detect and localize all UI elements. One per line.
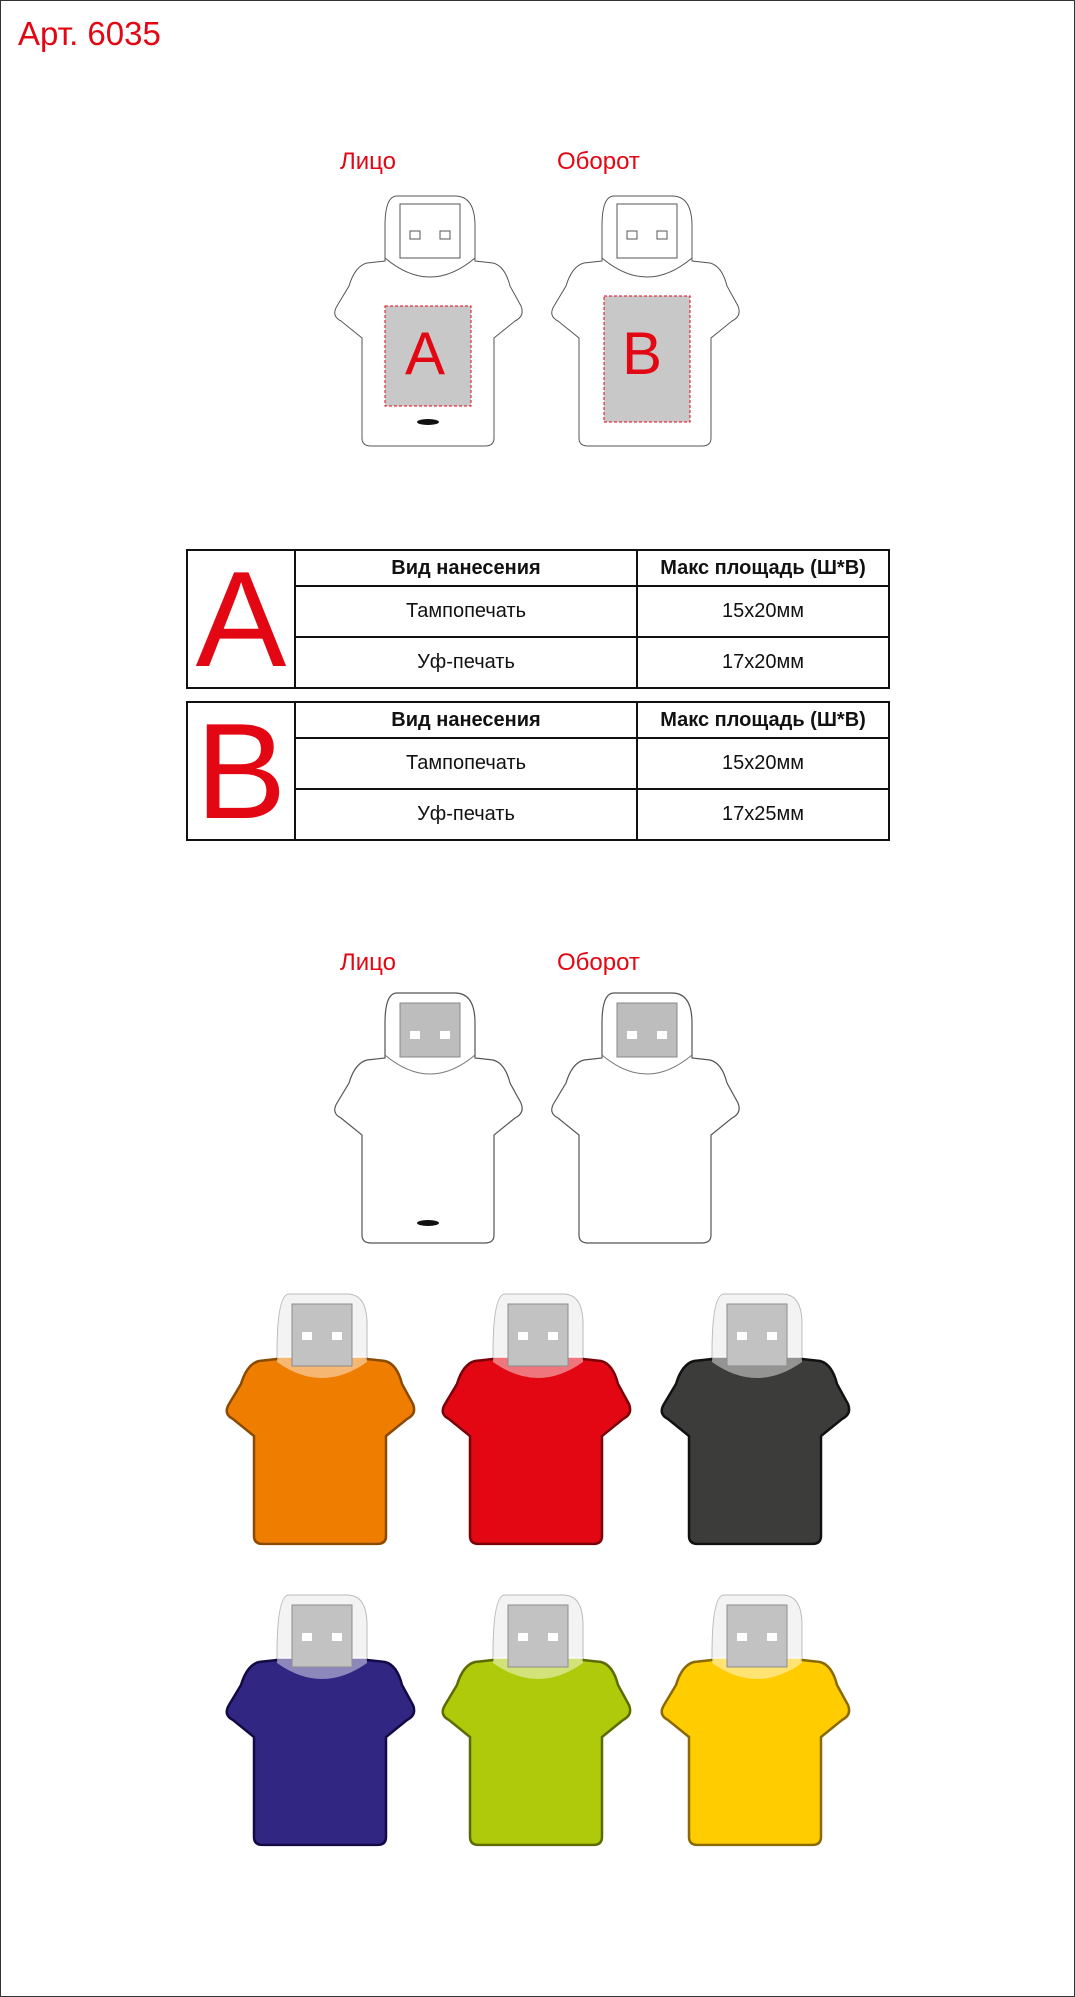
table-a-row2-area: 17x20мм — [637, 637, 889, 688]
white-front-drawing — [335, 993, 525, 1243]
usb-shirt-orange — [227, 1294, 417, 1544]
table-a-row1-method: Тампопечать — [295, 586, 637, 637]
table-b-letter: B — [187, 702, 295, 840]
table-b-row1-method: Тампопечать — [295, 738, 637, 789]
table-b-col-area: Макс площадь (Ш*В) — [637, 702, 889, 738]
usb-shirt-navy — [227, 1595, 417, 1845]
article-title: Арт. 6035 — [18, 15, 161, 52]
table-b-row1-area: 15x20мм — [637, 738, 889, 789]
print-table-a — [186, 543, 890, 695]
table-a-row2-method: Уф-печать — [295, 637, 637, 688]
white-back-drawing — [552, 993, 742, 1243]
print-table-b — [186, 695, 890, 847]
table-a-letter: A — [187, 550, 295, 688]
usb-shirt-yellow — [662, 1595, 852, 1845]
table-b-row2-method: Уф-печать — [295, 789, 637, 840]
table-a-col-area: Макс площадь (Ш*В) — [637, 550, 889, 586]
front-label-2: Лицо — [340, 949, 396, 976]
back-area-letter: B — [622, 320, 663, 387]
table-b-row2-area: 17x25мм — [637, 789, 889, 840]
front-area-letter: A — [405, 320, 446, 387]
table-a-row1-area: 15x20мм — [637, 586, 889, 637]
usb-shirt-lime — [443, 1595, 633, 1845]
back-label: Оборот — [557, 148, 640, 175]
back-label-2: Оборот — [557, 949, 640, 976]
table-b-col-method: Вид нанесения — [295, 702, 637, 738]
table-a-col-method: Вид нанесения — [295, 550, 637, 586]
usb-shirt-red — [443, 1294, 633, 1544]
usb-shirt-black — [662, 1294, 852, 1544]
front-label: Лицо — [340, 148, 396, 175]
